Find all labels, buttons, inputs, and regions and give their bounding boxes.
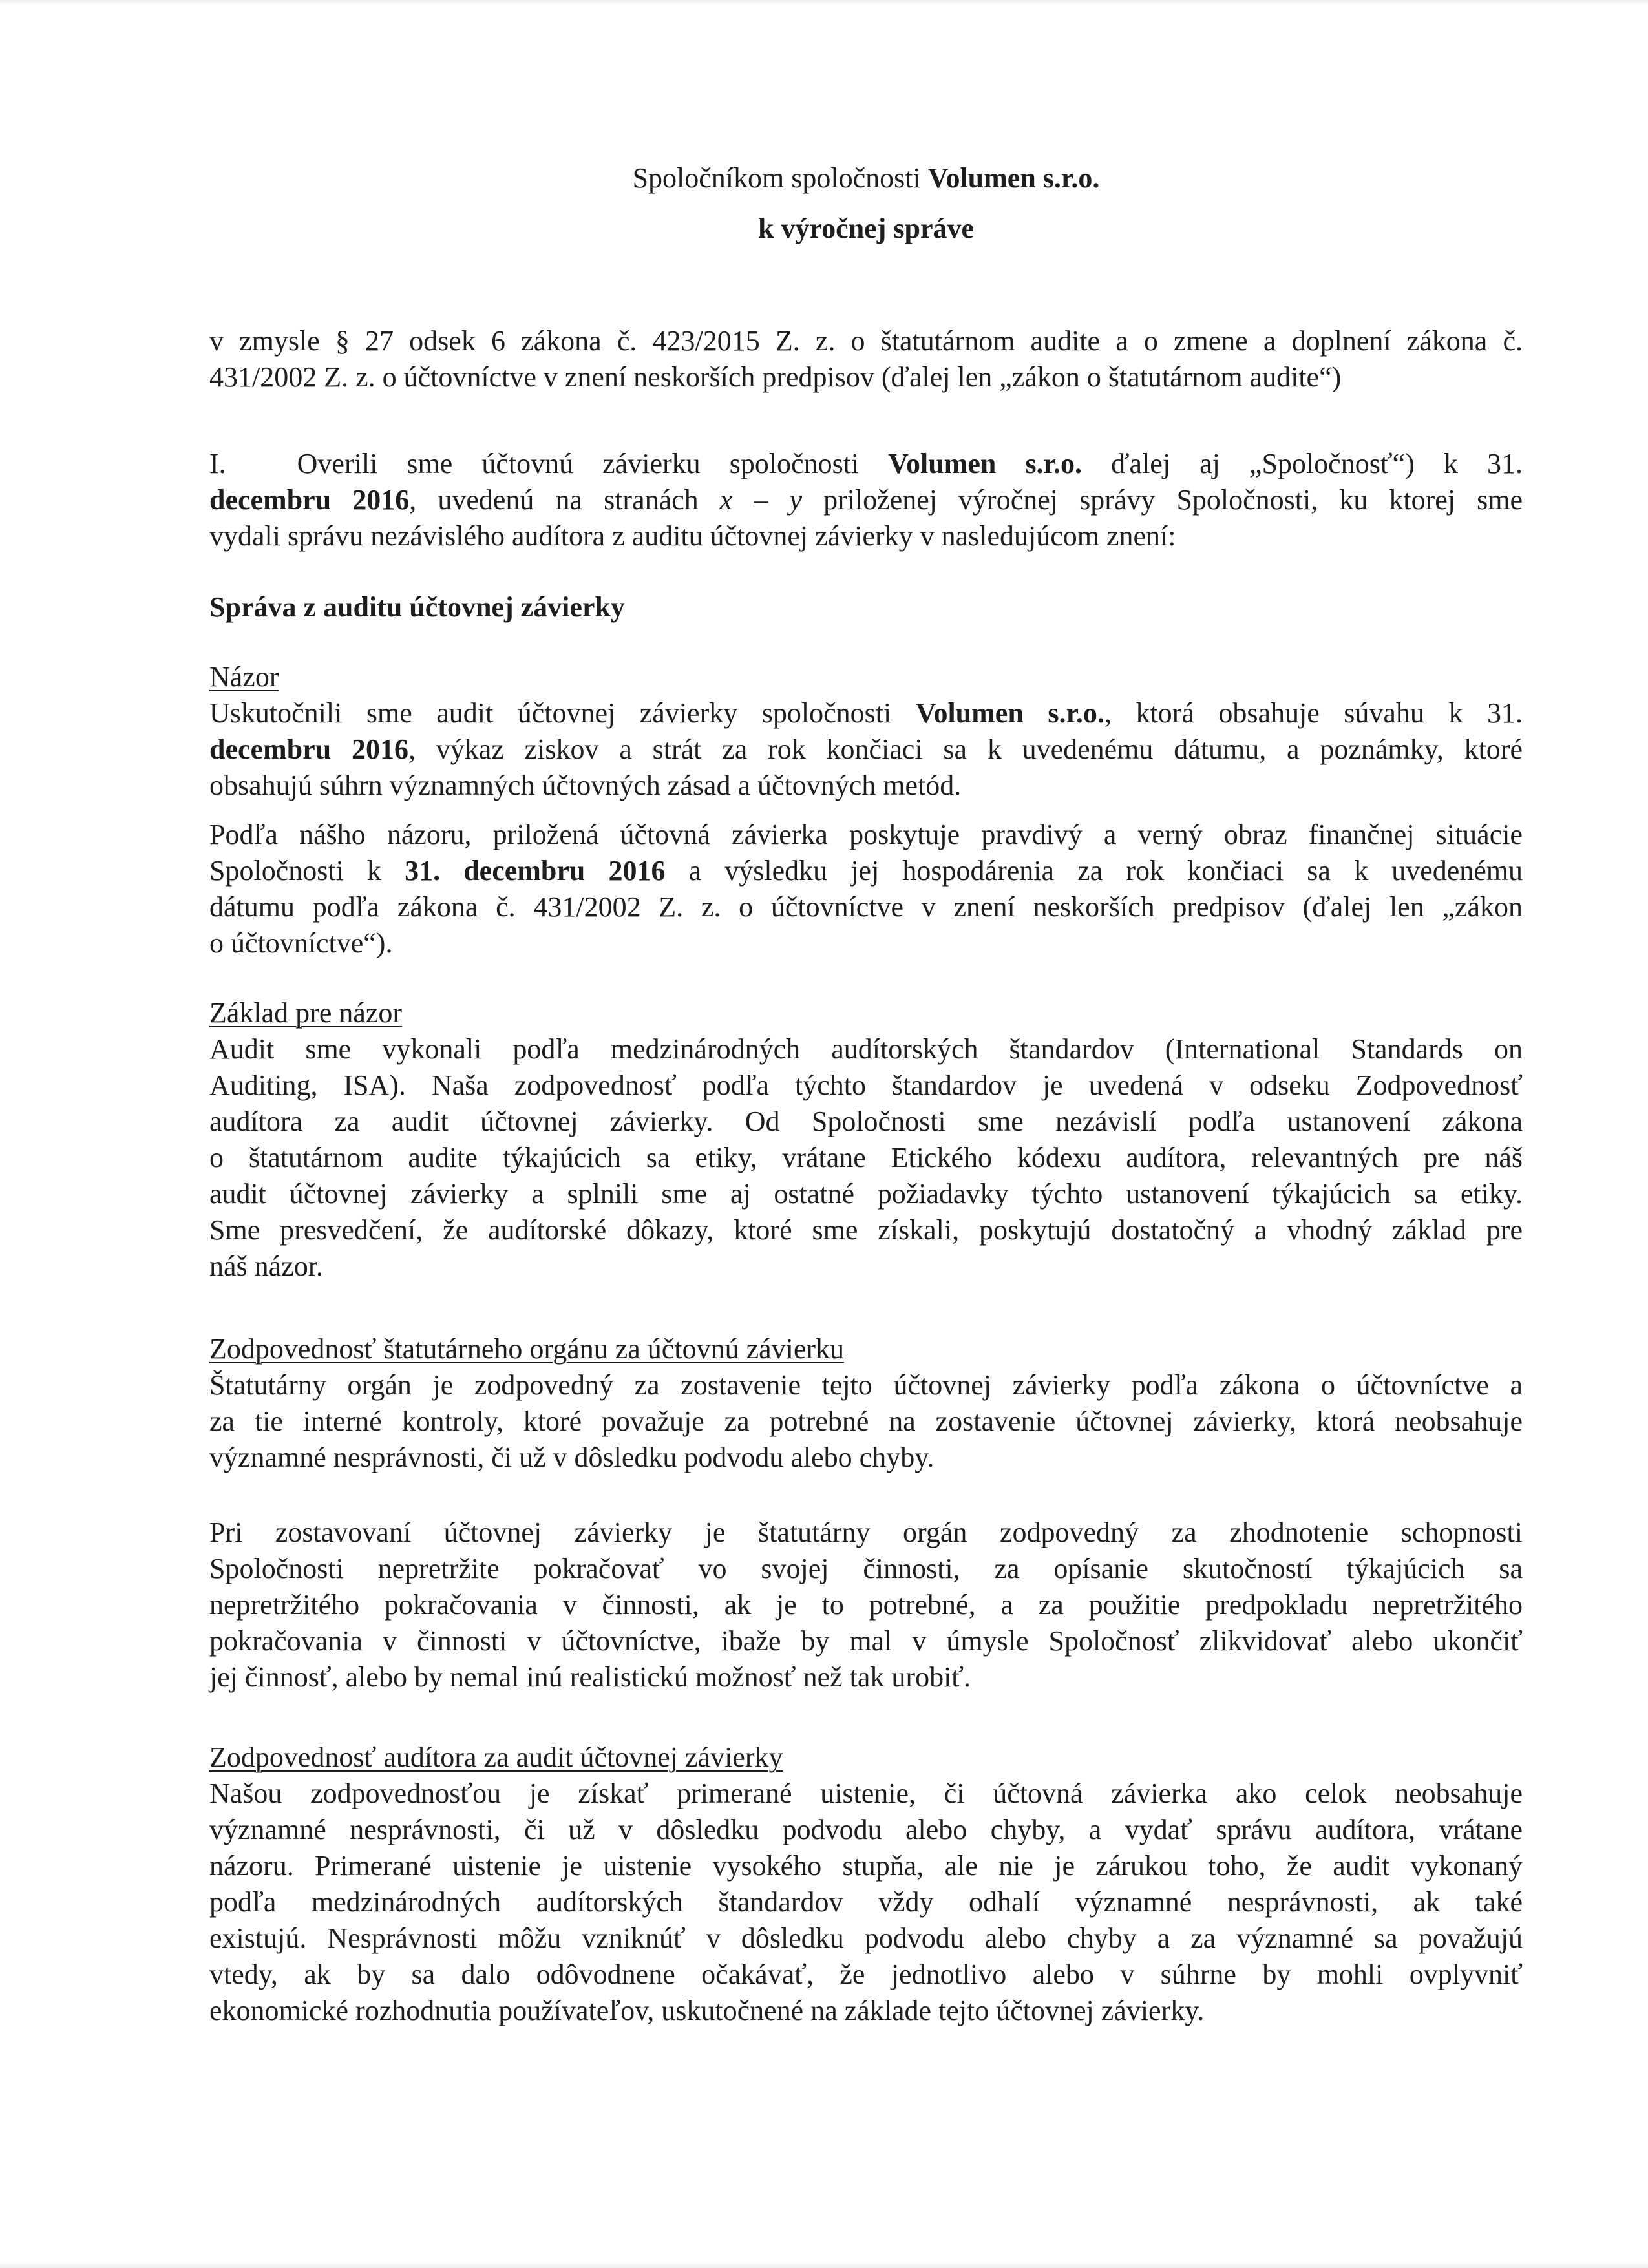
management-p2-line: nepretržitého pokračovania v činnosti, ak je to potrebné, a za použitie predpokladu nepretržitého — [209, 1589, 1523, 1621]
auditor-line: názoru. Primerané uistenie je uistenie vysokého stupňa, ale nie je zárukou toho, že audit vykonaný — [209, 1850, 1523, 1882]
legal-basis — [209, 323, 1523, 395]
section-i — [209, 446, 1523, 554]
management-p2-last-line: jej činnosť, alebo by nemal inú realistickú možnosť než tak urobiť. — [209, 1661, 971, 1693]
basis-section — [209, 995, 1523, 1285]
basis-line: o štatutárnom audite týkajúcich sa etiky, vrátane Etického kódexu audítora, relevantných pre náš — [209, 1142, 1523, 1173]
page-range: x – y — [719, 484, 802, 516]
opinion-p1-line-3: obsahujú súhrn významných účtovných zásad a účtovných metód. — [209, 770, 962, 801]
management-p1-line: Štatutárny orgán je zodpovedný za zostavenie tejto účtovnej závierky podľa zákona o účtovníctve a — [209, 1369, 1523, 1401]
opinion-p2-line-4: o účtovníctve“). — [209, 927, 393, 959]
section-i-text: ďalej aj „Spoločnosť“) k 31. — [1082, 448, 1523, 479]
basis-last-line: náš názor. — [209, 1250, 323, 1282]
basis-line: Audit sme vykonali podľa medzinárodných audítorských štandardov (International Standards on — [209, 1033, 1523, 1065]
addressee-prefix: Spoločníkom spoločnosti — [632, 162, 928, 194]
legal-basis-line-2: 431/2002 Z. z. o účtovníctve v znení neskorších predpisov (ďalej len „zákon o štatutárnom audite“) — [209, 361, 1342, 393]
section-i-line-3: vydali správu nezávislého audítora z auditu účtovnej závierky v nasledujúcom znení: — [209, 520, 1176, 552]
management-responsibility-paragraph-1 — [209, 1367, 1523, 1440]
section-number: I. — [209, 448, 226, 479]
auditor-last-line: ekonomické rozhodnutia používateľov, uskutočnené na základe tejto účtovnej závierky. — [209, 1995, 1205, 2026]
management-p1-line: za tie interné kontroly, ktoré považuje za potrebné na zostavenie účtovnej závierky, ktorá neobsahuje — [209, 1405, 1523, 1437]
management-p2-line: Pri zostavovaní účtovnej závierky je štatutárny orgán zodpovedný za zhodnotenie schopnosti — [209, 1517, 1523, 1548]
section-i-text: priloženej výročnej správy Spoločnosti, ku ktorej sme — [801, 484, 1523, 516]
scan-edge-bottom — [0, 2262, 1648, 2268]
management-p2-line: Spoločnosti nepretržite pokračovať vo svojej činnosti, za opísanie skutočností týkajúcich sa — [209, 1553, 1523, 1584]
basis-line: audit účtovnej závierky a splnili sme aj ostatné požiadavky týchto ustanovení týkajúcich sa etiky. — [209, 1178, 1523, 1210]
opinion-text: Spoločnosti k — [209, 855, 405, 887]
section-i-text: Overili sme účtovnú závierku spoločnosti — [297, 448, 889, 479]
auditor-line: významné nesprávnosti, či už v dôsledku podvodu alebo chyby, a vydať správu audítora, vrátane — [209, 1814, 1523, 1845]
opinion-section — [209, 659, 1523, 961]
opinion-p2-line-3: dátumu podľa zákona č. 431/2002 Z. z. o účtovníctve v znení neskorších predpisov (ďalej len „zákon — [209, 891, 1523, 923]
opinion-p1-line-2 — [209, 731, 1523, 768]
opinion-text: a výsledku jej hospodárenia za rok končiaci sa k uvedenému — [665, 855, 1523, 887]
opinion-text: , ktorá obsahuje súvahu k 31. — [1104, 697, 1523, 729]
opinion-text: , výkaz ziskov a strát za rok končiaci sa k uvedenému dátumu, a poznámky, ktoré — [408, 733, 1523, 765]
company-name: Volumen s.r.o. — [927, 162, 1100, 194]
basis-line: Sme presvedčení, že audítorské dôkazy, ktoré sme získali, poskytujú dostatočný a vhodný základ pre — [209, 1214, 1523, 1246]
opinion-heading: Názor — [209, 661, 279, 693]
management-responsibility-section — [209, 1331, 1523, 1696]
scan-edge-top — [0, 0, 1648, 5]
report-title: k výročnej správe — [757, 213, 975, 244]
basis-heading: Základ pre názor — [209, 997, 403, 1029]
section-i-line-2 — [209, 482, 1523, 518]
management-p2-line: pokračovania v činnosti v účtovníctve, ibaže by mal v úmysle Spoločnosť zlikvidovať alebo ukončiť — [209, 1625, 1523, 1657]
document-header — [209, 160, 1523, 247]
legal-basis-line-1: v zmysle § 27 odsek 6 zákona č. 423/2015 Z. z. o štatutárnom audite a o zmene a doplnení zákona č. — [209, 325, 1523, 357]
opinion-text: Uskutočnili sme audit účtovnej závierky spoločnosti — [209, 697, 916, 729]
section-i-line-1 — [209, 446, 1523, 482]
management-p1-last-line: významné nesprávnosti, či už v dôsledku podvodu alebo chyby. — [209, 1442, 935, 1473]
report-date: 31. decembru 2016 — [405, 855, 666, 887]
basis-line: Auditing, ISA). Naša zodpovednosť podľa týchto štandardov je uvedená v odseku Zodpovednosť — [209, 1069, 1523, 1101]
auditor-responsibility-heading: Zodpovednosť audítora za audit účtovnej závierky — [209, 1741, 783, 1773]
opinion-p1-line-1 — [209, 695, 1523, 731]
auditor-responsibility-section — [209, 1739, 1523, 2029]
company-name: Volumen s.r.o. — [915, 697, 1104, 729]
report-date: decembru 2016 — [209, 484, 410, 516]
report-date: decembru 2016 — [209, 733, 408, 765]
opinion-p2-line-1: Podľa nášho názoru, priložená účtovná závierka poskytuje pravdivý a verný obraz finančnej situácie — [209, 819, 1523, 850]
section-i-text: , uvedenú na stranách — [409, 484, 720, 516]
auditor-line: vtedy, ak by sa dalo odôvodnene očakávať, že jednotlivo alebo v súhrne by mohli ovplyvniť — [209, 1958, 1523, 1990]
basis-line: audítora za audit účtovnej závierky. Od Spoločnosti sme nezávislí podľa ustanovení zákona — [209, 1106, 1523, 1137]
addressee-line — [209, 160, 1523, 196]
auditor-responsibility-paragraph — [209, 1776, 1523, 1993]
auditor-line: existujú. Nesprávnosti môžu vzniknúť v dôsledku podvodu alebo chyby a za významné sa považujú — [209, 1922, 1523, 1954]
company-name: Volumen s.r.o. — [888, 448, 1083, 479]
opinion-p2-line-2 — [209, 853, 1523, 889]
auditor-line: podľa medzinárodných audítorských štandardov vždy odhalí významné nesprávnosti, ak také — [209, 1886, 1523, 1918]
audit-report-title: Správa z auditu účtovnej závierky — [209, 591, 625, 623]
management-responsibility-heading: Zodpovednosť štatutárneho orgánu za účtovnú závierku — [209, 1333, 845, 1365]
management-responsibility-paragraph-2 — [209, 1515, 1523, 1659]
basis-paragraph — [209, 1031, 1523, 1248]
auditor-line: Našou zodpovednosťou je získať primerané uistenie, či účtovná závierka ako celok neobsahuje — [209, 1778, 1523, 1809]
